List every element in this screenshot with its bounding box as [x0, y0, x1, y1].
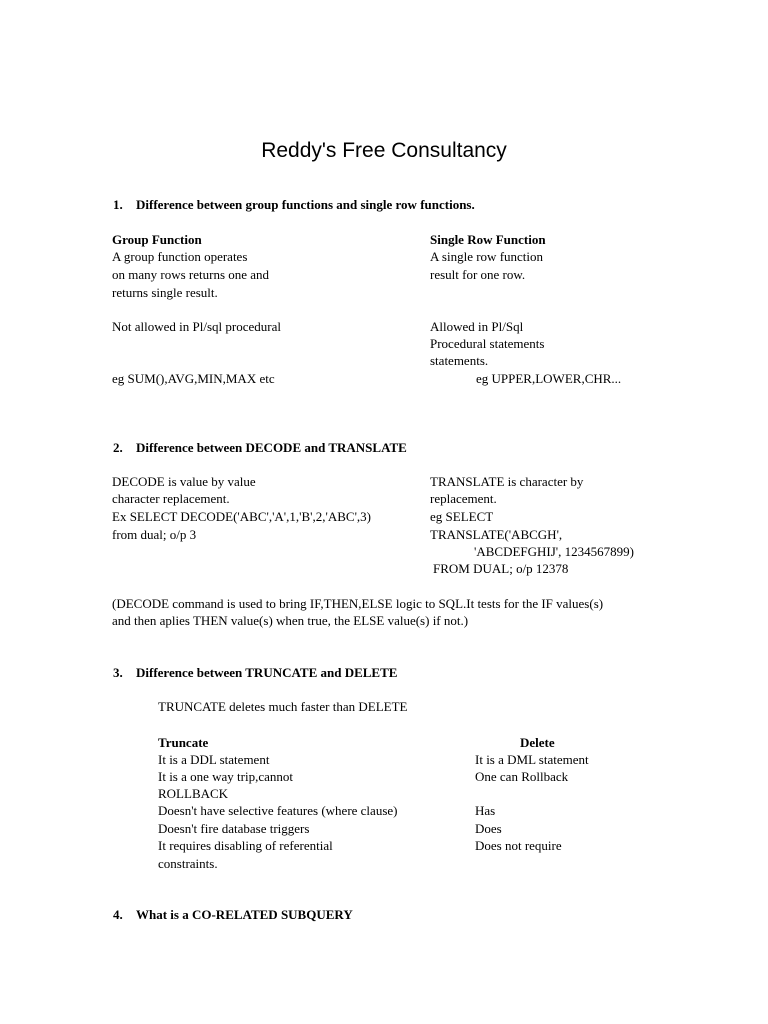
q2-right-line: replacement. [430, 491, 497, 506]
q2-right-line: 'ABCDEFGHIJ', 1234567899) [474, 544, 634, 559]
q3-intro: TRUNCATE deletes much faster than DELETE [158, 699, 408, 714]
q1-left-desc-line: on many rows returns one and [112, 267, 270, 282]
q3-left-line: It requires disabling of referential [158, 838, 333, 853]
q3-left-header: Truncate [158, 735, 209, 750]
q3-heading: Difference between TRUNCATE and DELETE [136, 665, 398, 680]
q1-right-plsql-line: statements. [430, 353, 489, 368]
q3-left-line: constraints. [158, 856, 218, 871]
q2-left-line: character replacement. [112, 491, 230, 506]
q2-note-line: (DECODE command is used to bring IF,THEN,ELSE logic to SQL.It tests for the IF values(s) [112, 596, 604, 611]
q1-left-desc-line: A group function operates [112, 249, 248, 264]
q2-note-line: and then aplies THEN value(s) when true, the ELSE value(s) if not.) [112, 613, 469, 628]
q3-number: 3. [113, 665, 123, 680]
q1-right-example: eg UPPER,LOWER,CHR... [476, 371, 622, 386]
q1-left-plsql: Not allowed in Pl/sql procedural [112, 319, 281, 334]
q1-number: 1. [113, 197, 123, 212]
q1-right-plsql-line: Procedural statements [430, 336, 545, 351]
q3-left-line: Doesn't fire database triggers [158, 821, 310, 836]
q1-right-desc-line: A single row function [430, 249, 544, 264]
q3-right-line: Does not require [475, 838, 562, 853]
q2-heading: Difference between DECODE and TRANSLATE [136, 440, 407, 455]
q2-left-line: DECODE is value by value [112, 474, 256, 489]
q3-left-line: It is a DDL statement [158, 752, 270, 767]
q1-left-header: Group Function [112, 232, 202, 247]
q1-right-desc-line: result for one row. [430, 267, 526, 282]
q3-right-line: Does [475, 821, 502, 836]
q2-left-line: from dual; o/p 3 [112, 527, 197, 542]
q1-right-header: Single Row Function [430, 232, 546, 247]
q3-left-line: Doesn't have selective features (where clause) [158, 803, 398, 818]
q4-number: 4. [113, 907, 123, 922]
q3-right-line: It is a DML statement [475, 752, 589, 767]
q2-number: 2. [113, 440, 123, 455]
q2-right-line: FROM DUAL; o/p 12378 [433, 561, 569, 576]
q3-right-line: Has [475, 803, 496, 818]
q3-left-line: It is a one way trip,cannot [158, 769, 294, 784]
q4-heading: What is a CO-RELATED SUBQUERY [136, 907, 353, 922]
q1-heading: Difference between group functions and single row functions. [136, 197, 475, 212]
q1-right-plsql-line: Allowed in Pl/Sql [430, 319, 524, 334]
q2-right-line: TRANSLATE('ABCGH', [430, 527, 563, 542]
q1-left-desc-line: returns single result. [112, 285, 218, 300]
q2-left-line: Ex SELECT DECODE('ABC','A',1,'B',2,'ABC',3) [112, 509, 372, 524]
q3-right-line: One can Rollback [475, 769, 569, 784]
q2-right-line: eg SELECT [430, 509, 494, 524]
q1-left-example: eg SUM(),AVG,MIN,MAX etc [112, 371, 275, 386]
page-title: Reddy's Free Consultancy [261, 139, 507, 162]
q2-right-line: TRANSLATE is character by [430, 474, 584, 489]
q3-right-header: Delete [520, 735, 555, 750]
q3-left-line: ROLLBACK [158, 786, 229, 801]
